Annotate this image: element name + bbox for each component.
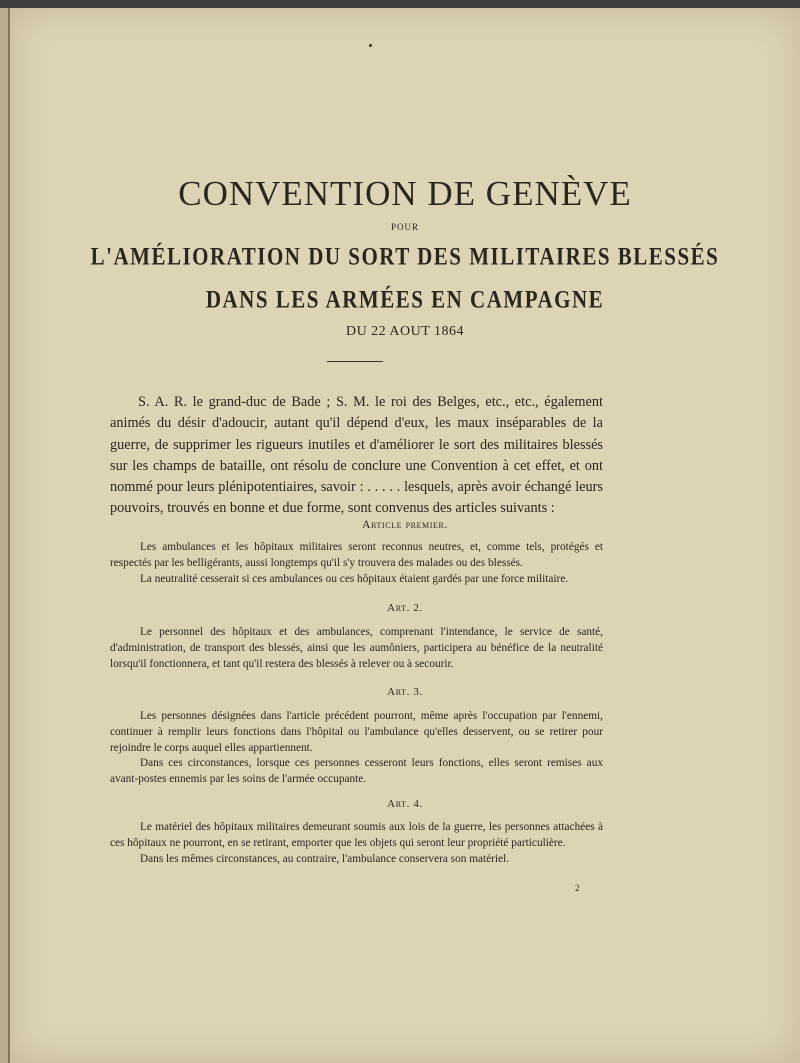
article-1-heading: Article premier. [362, 519, 448, 531]
article-4-paragraph-2: Dans les mêmes circonstances, au contraire, l'ambulance conservera son matériel. [140, 852, 510, 865]
article-3-body [110, 709, 603, 788]
article-1-paragraph-2: La neutralité cesserait si ces ambulances ou ces hôpitaux étaient gardés par une force militaire. [140, 572, 569, 585]
article-2-paragraph-1: Le personnel des hôpitaux et des ambulances, comprenant l'intendance, le service de santé, d'administration, de transport des blessés, ainsi que les aumôniers, participera au bénéfice de la neutralité lorsqu'il fonctionnera, et tant qu'il restera des blessés à relever ou à secourir. [110, 626, 603, 670]
article-4-heading: Art. 4. [387, 798, 423, 810]
title-connector: POUR [390, 222, 419, 232]
article-3-heading: Art. 3. [387, 686, 423, 698]
subtitle-line-1: L'AMÉLIORATION DU SORT DES MILITAIRES BLESSÉS [90, 241, 720, 271]
article-3-paragraph-2: Dans ces circonstances, lorsque ces personnes cesseront leurs fonctions, elles seront remises aux avant-postes ennemis par les soins de l'armée occupante. [110, 757, 603, 786]
page-number: 2 [575, 883, 580, 893]
article-4-paragraph-1: Le matériel des hôpitaux militaires demeurant soumis aux lois de la guerre, les personnes attachées à ces hôpitaux ne pourront, en se retirant, emporter que les objets qui seront leur propriété particulière. [110, 821, 603, 849]
title-divider [327, 361, 383, 362]
preamble-paragraph: S. A. R. le grand-duc de Bade ; S. M. le roi des Belges, etc., etc., également animés du désir d'adoucir, autant qu'il dépend d'eux, les maux inséparables de la guerre, de supprimer les rigueurs inutiles et d'améliorer le sort des militaires blessés sur les champs de bataille, ont résolu de conclure une Convention à cet effet, et ont nommé pour leurs plénipotentiaires, savoir : . . . . . lesquels, après avoir échangé leurs pouvoirs, trouvés en bonne et due forme, sont convenus des articles suivants : [110, 394, 603, 517]
article-3-paragraph-1: Les personnes désignées dans l'article précédent pourront, même après l'occupation par l'ennemi, continuer à remplir leurs fonctions dans l'hôpital ou l'ambulance qu'elles desservent, ou se retirer pour rejoindre le corps auquel elles appartiennent. [110, 710, 603, 754]
article-1-paragraph-1: Les ambulances et les hôpitaux militaires seront reconnus neutres, et, comme tels, protégés et respectés par les belligérants, aussi longtemps qu'il s'y trouvera des malades ou des blessés. [110, 541, 603, 569]
document-title: CONVENTION DE GENÈVE [178, 174, 632, 213]
article-1-body [110, 540, 603, 587]
ink-speck [369, 44, 372, 47]
document-date: DU 22 AOUT 1864 [345, 324, 465, 339]
article-4-body [110, 820, 603, 867]
document-page [10, 8, 800, 1063]
article-2-heading: Art. 2. [387, 602, 423, 614]
article-2-body [110, 625, 603, 672]
scan-top-border [0, 0, 800, 8]
subtitle-line-2: DANS LES ARMÉES EN CAMPAGNE [205, 284, 605, 314]
